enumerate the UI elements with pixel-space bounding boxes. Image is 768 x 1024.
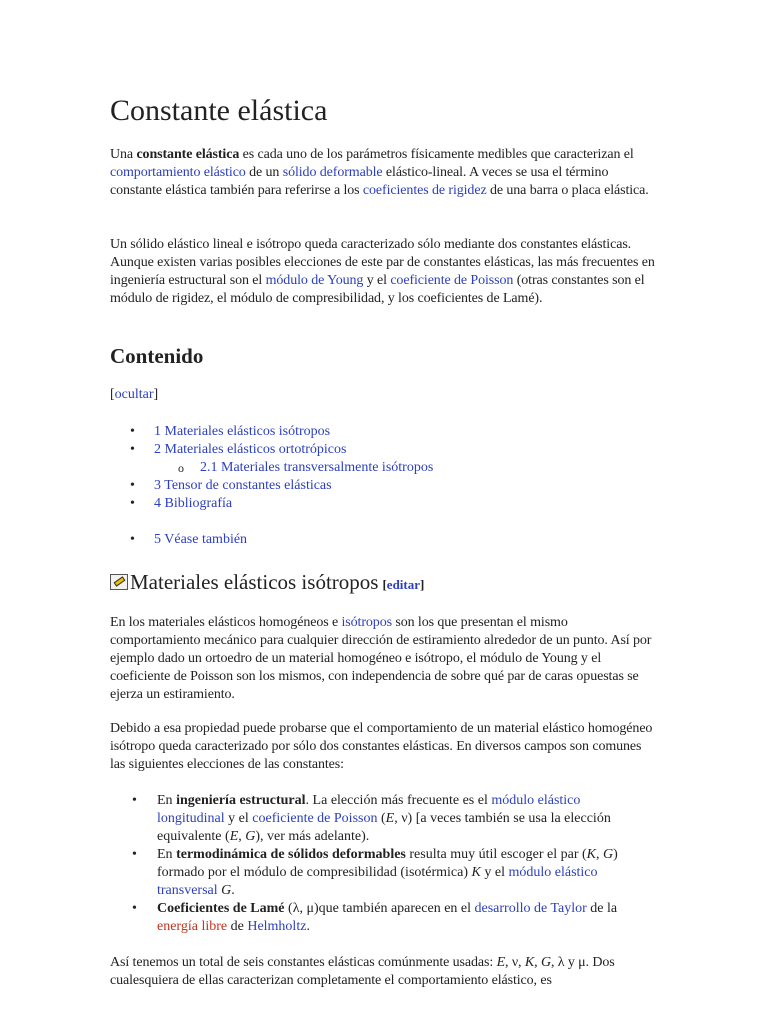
link-coeficientes-de-rigidez[interactable]: coeficientes de rigidez	[362, 183, 487, 198]
symbol: E	[229, 829, 239, 844]
bracket: ]	[420, 577, 425, 592]
bold-term: termodinámica de sólidos deformables	[176, 847, 406, 862]
pencil-edit-icon[interactable]	[110, 574, 128, 590]
text: En	[157, 793, 177, 808]
toc-item-5	[110, 531, 655, 549]
toc-item-2	[110, 441, 655, 459]
toc-heading: Contenido	[110, 344, 204, 368]
toc-link-1[interactable]: 1 Materiales elásticos isótropos	[154, 424, 331, 439]
text: ,	[596, 847, 604, 862]
symbol: G	[245, 829, 256, 844]
section-title: Materiales elásticos isótropos	[130, 570, 379, 594]
list-item-termodinamica	[110, 846, 630, 900]
link-comportamiento-elastico[interactable]: comportamiento elástico	[110, 165, 246, 180]
intro-paragraph-2	[110, 236, 655, 308]
text: resulta muy útil escoger el par (	[405, 847, 587, 862]
toc-item-1	[110, 423, 655, 441]
bold-term: Coeficientes de Lamé	[157, 901, 285, 916]
list-item-ingenieria	[110, 792, 630, 846]
text: (otras constantes son el módulo de rigidez, el módulo de compresibilidad, y los coeficientes de Lamé).	[110, 273, 645, 306]
link-modulo-elastico-longitudinal[interactable]: módulo elástico longitudinal	[157, 793, 581, 826]
toc-list-cont	[110, 531, 655, 549]
text: .	[231, 883, 235, 898]
section-heading-isotropos	[110, 570, 424, 597]
symbol: K	[586, 847, 597, 862]
bold-term: ingeniería estructural	[176, 793, 306, 808]
toc-link-5[interactable]: 5 Véase también	[154, 532, 248, 547]
link-desarrollo-de-taylor[interactable]: desarrollo de Taylor	[474, 901, 587, 916]
toc-toggle	[110, 386, 158, 404]
text: Así tenemos un total de seis constantes elásticas comúnmente usadas:	[110, 955, 497, 970]
text: Una	[110, 147, 137, 162]
text: En	[157, 847, 177, 862]
bold-term: constante elástica	[136, 147, 240, 162]
text: y el	[480, 865, 509, 880]
text: y el	[224, 811, 253, 826]
text: (λ, μ)que también aparecen en el	[284, 901, 475, 916]
text: de	[227, 919, 248, 934]
symbol: E	[385, 811, 395, 826]
text: de una barra o placa elástica.	[486, 183, 649, 198]
text: ), ver más adelante).	[255, 829, 370, 844]
text: En los materiales elásticos homogéneos e	[110, 615, 342, 630]
toc-link-3[interactable]: 3 Tensor de constantes elásticas	[154, 478, 332, 493]
link-modulo-elastico-transversal[interactable]: módulo elástico transversal	[157, 865, 598, 898]
bracket: [	[382, 577, 387, 592]
bracket: ]	[153, 387, 159, 402]
toc-link-2-1[interactable]: 2.1 Materiales transversalmente isótropos	[200, 460, 434, 475]
link-helmholtz[interactable]: Helmholtz	[247, 919, 307, 934]
symbol: G	[603, 847, 614, 862]
text: son los que presentan el mismo comportamiento mecánico para cualquier dirección de estiramiento alrededor de un punto. Así por ejemplo dado un ortoedro de un material homogéneo e isótropo, el módulo de Young y el coeficiente de Poisson son los mismos, con independencia de sobre qué par de caras opuestas se ejerza un estiramiento.	[110, 615, 652, 702]
toc-list	[110, 423, 655, 513]
link-isotropos[interactable]: isótropos	[341, 615, 392, 630]
text: (	[377, 811, 386, 826]
toc-item-4	[110, 495, 655, 513]
text: , λ y μ. Dos cualesquiera de ellas caracterizan completamente el comportamiento elástico, es	[110, 955, 615, 988]
toc-hide-link[interactable]: ocultar	[114, 387, 154, 402]
link-coeficiente-de-poisson[interactable]: coeficiente de Poisson	[390, 273, 514, 288]
link-modulo-de-young[interactable]: módulo de Young	[265, 273, 364, 288]
text: y el	[363, 273, 391, 288]
section1-paragraph-1	[110, 614, 655, 704]
edit-section	[382, 577, 424, 592]
text: ,	[238, 829, 246, 844]
symbol: K	[524, 955, 535, 970]
link-coeficiente-de-poisson-2[interactable]: coeficiente de Poisson	[252, 811, 378, 826]
text: .	[306, 919, 310, 934]
text: , ν,	[505, 955, 525, 970]
symbol: G	[221, 883, 232, 898]
text: . La elección más frecuente es el	[305, 793, 492, 808]
symbol: K	[471, 865, 481, 880]
text: , ν) [a veces también se usa la elección equivalente (	[157, 811, 611, 844]
text: es cada uno de los parámetros físicamente medibles que caracterizan el	[239, 147, 634, 162]
text: de un	[245, 165, 283, 180]
symbol: G	[540, 955, 551, 970]
text: elástico-lineal. A veces se usa el término constante elástica también para referirse a los	[110, 165, 609, 198]
text: Un sólido elástico lineal e isótropo queda caracterizado sólo mediante dos constantes elásticas. Aunque existen varias posibles elecciones de este par de constantes elásticas, las más frecuentes en ingeniería estructural son el	[110, 237, 655, 288]
constants-list	[110, 792, 630, 936]
section1-paragraph-2: Debido a esa propiedad puede probarse que el comportamiento de un material elástico homogéneo isótropo queda caracterizado por sólo dos constantes elásticas. En diversos campos son comunes las siguientes elecciones de las constantes:	[110, 721, 653, 772]
symbol: E	[496, 955, 506, 970]
toc-link-4[interactable]: 4 Bibliografía	[154, 496, 233, 511]
toc-link-2[interactable]: 2 Materiales elásticos ortotrópicos	[154, 442, 347, 457]
edit-link[interactable]: editar	[386, 577, 421, 592]
list-item-lame	[110, 900, 630, 936]
text: de la	[586, 901, 618, 916]
text: ) formado por el módulo de compresibilidad (isotérmica)	[157, 847, 618, 880]
intro-paragraph-1	[110, 146, 655, 200]
toc-item-2-1	[110, 459, 655, 477]
text: ,	[534, 955, 541, 970]
section1-paragraph-3	[110, 954, 655, 990]
bracket: [	[110, 387, 115, 402]
page-title: Constante elástica	[110, 94, 328, 127]
link-solido-deformable[interactable]: sólido deformable	[282, 165, 383, 180]
toc-item-3	[110, 477, 655, 495]
link-energia-libre[interactable]: energía libre	[157, 919, 228, 934]
